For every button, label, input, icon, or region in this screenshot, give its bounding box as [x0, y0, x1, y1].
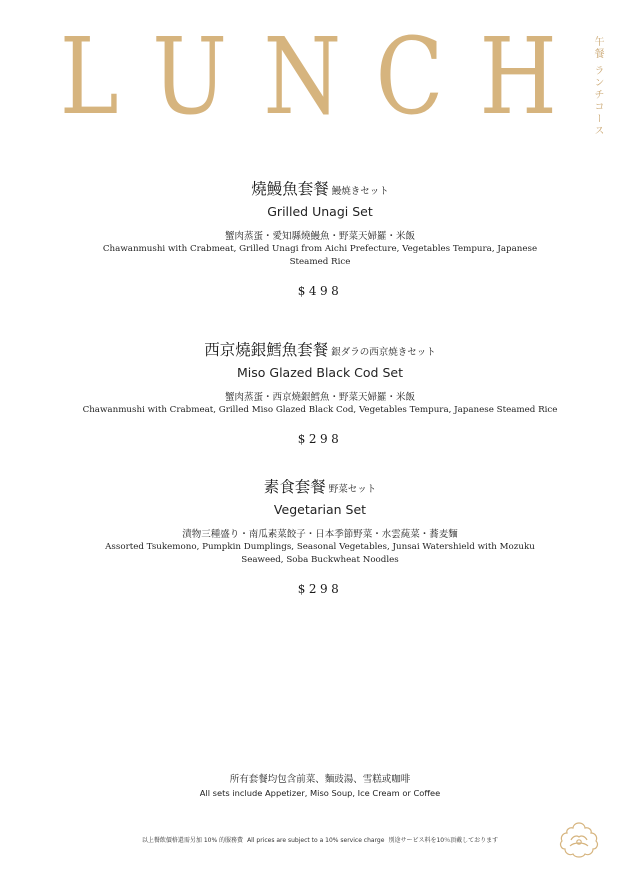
- title-letter: L: [59, 15, 119, 138]
- crest-logo-icon: [556, 818, 602, 862]
- set-title-en: Vegetarian Set: [273, 502, 367, 517]
- set-title: [0, 340, 640, 363]
- service-charge-note: [0, 836, 640, 846]
- set-description-zh: 蟹肉蒸蛋・愛知縣燒鰻魚・野菜天婦羅・米飯: [224, 231, 415, 242]
- title-letter: C: [375, 15, 445, 138]
- service-charge-en: All prices are subject to a 10% service charge: [247, 837, 385, 844]
- title-letter: U: [152, 15, 228, 138]
- vertical-subtitle: 午餐 ランチコース: [592, 36, 603, 138]
- set-price: $298: [297, 582, 343, 596]
- menu-header: [0, 0, 640, 140]
- set-title-jp: 野菜セット: [328, 484, 377, 495]
- set-description-en: Chawanmushi with Crabmeat, Grilled Miso Glazed Black Cod, Vegetables Tempura, Japanese Steamed Rice: [82, 405, 558, 415]
- footer-note-zh: 所有套餐均包含前菜、麵豉湯、雪糕或咖啡: [229, 774, 411, 785]
- footer-note-en: All sets include Appetizer, Miso Soup, Ice Cream or Coffee: [199, 788, 441, 798]
- title-letter: N: [263, 15, 342, 138]
- set-price: $498: [297, 284, 343, 298]
- set-title-jp: 銀ダラの西京焼きセット: [331, 347, 436, 358]
- set-title: [0, 477, 640, 500]
- lunch-title: [54, 15, 564, 138]
- set-title: [0, 179, 640, 202]
- set-title-zh: 素食套餐: [263, 478, 326, 496]
- set-title-en: Grilled Unagi Set: [267, 204, 373, 219]
- set-description-en: Chawanmushi with Crabmeat, Grilled Unagi from Aichi Prefecture, Vegetables Tempura, Japanese Steamed Rice: [102, 244, 538, 267]
- footer-note: [0, 773, 640, 800]
- set-price: $298: [297, 432, 343, 446]
- set-title-zh: 燒鰻魚套餐: [251, 180, 329, 198]
- menu-set-unagi: [0, 179, 640, 298]
- set-title-zh: 西京燒銀鱈魚套餐: [204, 341, 329, 359]
- service-charge-jp: 別途サービス料を10％頂戴しております: [388, 837, 499, 844]
- menu-set-black-cod: [0, 340, 640, 446]
- set-description-en: Assorted Tsukemono, Pumpkin Dumplings, Seasonal Vegetables, Junsai Watershield with Mozuku Seaweed, Soba Buckwheat Noodles: [105, 542, 535, 565]
- set-description-zh: 漬物三種盛り・南瓜素菜餃子・日本季節野菜・水雲蒓菜・蕎麦麵: [182, 529, 458, 540]
- set-description-zh: 蟹肉蒸蛋・西京燒銀鱈魚・野菜天婦羅・米飯: [224, 392, 415, 403]
- menu-set-vegetarian: [0, 477, 640, 596]
- set-title-en: Miso Glazed Black Cod Set: [237, 365, 403, 380]
- title-letter: H: [478, 15, 557, 138]
- service-charge-zh: 以上餐飲價格還需另加 10% 的服務費: [141, 837, 244, 844]
- set-title-jp: 鰻焼きセット: [331, 186, 389, 197]
